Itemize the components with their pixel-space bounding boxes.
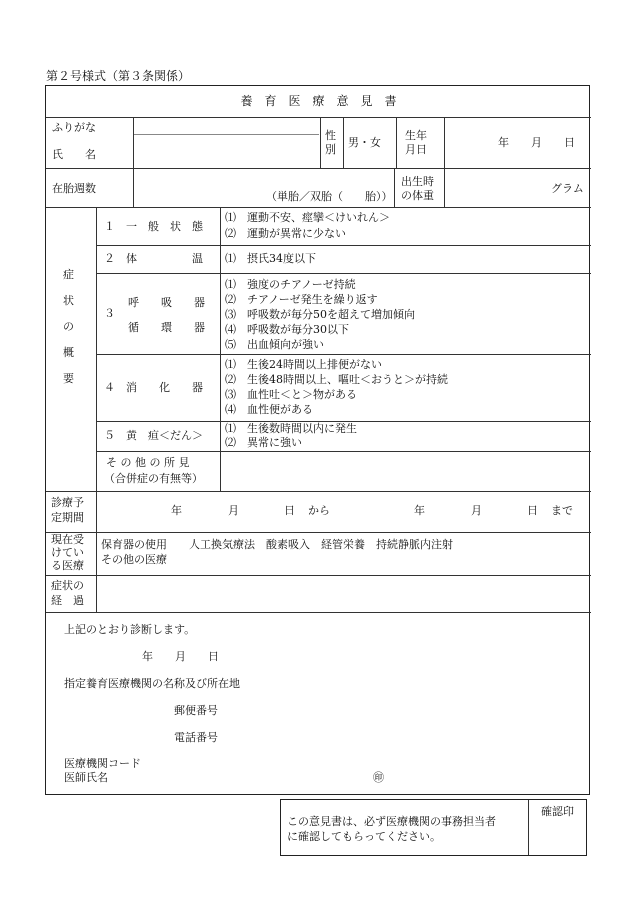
digestive-item[interactable]: ⑴ 生後24時間以上排便がない [225, 358, 382, 371]
other-findings-sublabel: （合併症の有無等） [104, 472, 203, 485]
birth-weight-unit[interactable]: グラム [551, 182, 584, 195]
furigana-field[interactable] [136, 119, 318, 133]
progress-field[interactable] [100, 577, 588, 610]
jaundice-item[interactable]: ⑵ 異常に強い [225, 436, 302, 449]
form-number: 第２号様式（第３条関係） [46, 69, 191, 83]
current-care-options[interactable]: 保育器の使用 人工換気療法 酸素吸入 経管栄養 持続静脈内注射 [101, 538, 453, 551]
birth-label: 生年 月日 [405, 129, 427, 156]
institution-code-label: 医療機関コード [64, 757, 141, 770]
institution-label: 指定養育医療機関の名称及び所在地 [64, 677, 240, 690]
circulatory-label: 循 環 器 [128, 321, 205, 334]
respiratory-label: 呼 吸 器 [128, 296, 205, 309]
period-from-month[interactable]: 月 [228, 504, 239, 517]
note-text: に確認してもらってください。 [287, 830, 441, 843]
birth-weight-label: 出生時 の体重 [401, 175, 434, 202]
note-text: この意見書は、必ず医療機関の事務担当者 [287, 815, 496, 828]
general-state-label: １ 一 般 状 態 [104, 220, 203, 233]
progress-label: 症状の [51, 579, 84, 592]
confirmation-stamp-box[interactable] [531, 820, 583, 853]
diagnosis-date[interactable]: 年 月 日 [142, 650, 219, 663]
opinion-form [45, 85, 590, 795]
period-label: 診療予 [51, 496, 84, 509]
gestation-label: 在胎週数 [52, 182, 96, 195]
doctor-name-label: 医師氏名 [64, 771, 108, 784]
digestive-label: ４ 消 化 器 [104, 381, 203, 394]
temperature-label: ２ 体 温 [104, 252, 203, 265]
digestive-item[interactable]: ⑷ 血性便がある [225, 403, 313, 416]
general-state-item[interactable]: ⑵ 運動が異常に少ない [225, 227, 346, 240]
gestation-value[interactable]: （単胎／双胎（ 胎）） [266, 190, 393, 203]
period-to-month[interactable]: 月 [471, 504, 482, 517]
birth-date-field[interactable]: 年 月 日 [498, 136, 575, 149]
jaundice-item[interactable]: ⑴ 生後数時間以内に発生 [225, 422, 357, 435]
confirmation-note [280, 799, 587, 856]
jaundice-label: ５ 黄 疸＜だん＞ [104, 429, 203, 442]
name-field[interactable] [136, 136, 318, 166]
form-title: 養 育 医 療 意 見 書 [240, 94, 397, 108]
other-findings-label: そ の 他 の 所 見 [106, 456, 190, 469]
other-care-option[interactable]: その他の医療 [101, 553, 167, 566]
other-findings-field[interactable] [224, 454, 588, 489]
period-to-text: まで [551, 504, 573, 517]
diagnosis-statement: 上記のとおり診断します。 [64, 623, 196, 636]
period-from-day[interactable]: 日 [284, 504, 295, 517]
current-care-label: 現在受 [51, 533, 84, 546]
period-from-text: から [308, 504, 330, 517]
postal-code-label: 郵便番号 [174, 704, 218, 717]
respiratory-item[interactable]: ⑴ 強度のチアノーゼ持続 [225, 278, 356, 291]
temperature-item[interactable]: ⑴ 摂氏34度以下 [225, 252, 316, 265]
general-state-item[interactable]: ⑴ 運動不安、痙攣＜けいれん＞ [225, 211, 390, 224]
current-care-label: けてい [51, 546, 84, 559]
current-care-label: る医療 [51, 559, 84, 572]
sex-label: 性 別 [325, 129, 336, 156]
progress-label: 経 過 [51, 594, 84, 607]
period-label: 定期間 [51, 511, 84, 524]
name-label: 氏 名 [52, 148, 96, 161]
confirmation-stamp-label: 確認印 [541, 805, 574, 818]
furigana-label: ふりがな [52, 121, 96, 134]
respiratory-item[interactable]: ⑶ 呼吸数が毎分50を超えて増加傾向 [225, 308, 415, 321]
period-to-day[interactable]: 日 [527, 504, 538, 517]
symptoms-section-label: 症 状 の 概 要 [63, 268, 74, 385]
period-from-year[interactable]: 年 [171, 504, 182, 517]
digestive-item[interactable]: ⑵ 生後48時間以上、嘔吐＜おうと＞が持続 [225, 373, 448, 386]
respiratory-item[interactable]: ⑸ 出血傾向が強い [225, 338, 324, 351]
digestive-item[interactable]: ⑶ 血性吐＜と＞物がある [225, 388, 357, 401]
respiratory-item[interactable]: ⑵ チアノーゼ発生を繰り返す [225, 293, 378, 306]
sex-options[interactable]: 男・女 [348, 136, 381, 149]
period-to-year[interactable]: 年 [414, 504, 425, 517]
seal-mark: ㊞ [373, 771, 384, 784]
respiratory-number: ３ [104, 307, 115, 320]
respiratory-item[interactable]: ⑷ 呼吸数が毎分30以下 [225, 323, 349, 336]
phone-label: 電話番号 [174, 731, 218, 744]
